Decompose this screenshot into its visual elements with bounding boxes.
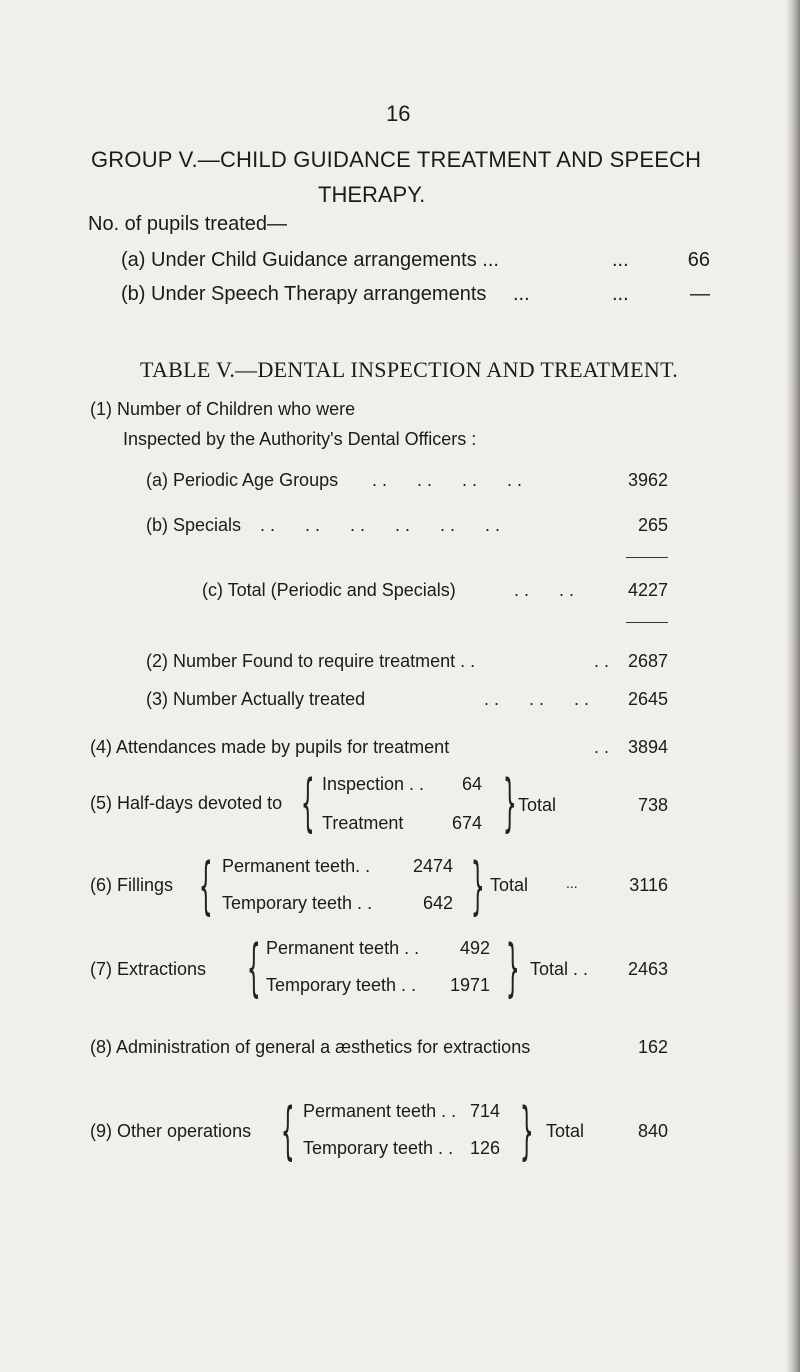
item6-label: (6) Fillings — [90, 875, 174, 895]
subtotal-rule-bottom — [626, 622, 668, 623]
item9-sub2-label: Temporary teeth . . — [303, 1138, 454, 1158]
item4-dots: . . — [594, 737, 610, 757]
item3-value: 2645 — [627, 689, 668, 709]
group-v-b-dots2: ... — [612, 283, 629, 305]
item9-sub1-value: 714 — [469, 1101, 500, 1121]
page-edge-shadow — [786, 0, 800, 1372]
group-v-title-line2: THERAPY. — [318, 182, 426, 207]
item5-total-label: Total — [518, 795, 557, 815]
item9-sub2-value: 126 — [469, 1138, 500, 1158]
item9-total-label: Total — [546, 1121, 585, 1141]
item3-dots: . . . . . . — [484, 689, 590, 709]
item5-sub2-value: 674 — [451, 813, 482, 833]
item6-sub2-value: 642 — [422, 893, 453, 913]
group-v-a-value: 66 — [687, 249, 710, 271]
item7-sub2-value: 1971 — [449, 975, 490, 995]
item5-sub1-label: Inspection . . — [322, 774, 425, 794]
item7-sub1-value: 492 — [459, 938, 490, 958]
group-v-title-line1: GROUP V.—CHILD GUIDANCE TREATMENT AND SPEECH — [91, 147, 702, 172]
item6-sub1-value: 2474 — [412, 856, 453, 876]
item1b-label: (b) Specials — [146, 515, 242, 535]
item6-left-brace: { — [198, 849, 213, 922]
item8-label: (8) Administration of general a æsthetics for extractions — [90, 1037, 531, 1057]
item6-sub2-label: Temporary teeth . . — [222, 893, 373, 913]
item5-label: (5) Half-days devoted to — [90, 793, 283, 813]
item4-value: 3894 — [627, 737, 668, 757]
item3-label: (3) Number Actually treated — [146, 689, 366, 709]
subtotal-rule-top — [626, 557, 668, 558]
item8-value: 162 — [637, 1037, 668, 1057]
item4-label: (4) Attendances made by pupils for treatment — [90, 737, 450, 757]
item5-total-value: 738 — [637, 795, 668, 815]
item7-label: (7) Extractions — [90, 959, 207, 979]
item1a-dots: . . . . . . . . — [372, 470, 523, 490]
item1a-label: (a) Periodic Age Groups — [146, 470, 339, 490]
item7-total-value: 2463 — [627, 959, 668, 979]
page-number: 16 — [386, 101, 411, 126]
item7-sub2-label: Temporary teeth . . — [266, 975, 417, 995]
item1-line2: Inspected by the Authority's Dental Officers : — [123, 429, 477, 449]
item7-left-brace: { — [246, 931, 261, 1004]
group-v-b-value: — — [690, 283, 710, 305]
group-v-b-label: (b) Under Speech Therapy arrangements — [121, 283, 487, 305]
item1c-value: 4227 — [627, 580, 668, 600]
group-v-intro: No. of pupils treated— — [88, 213, 287, 235]
item9-sub1-label: Permanent teeth . . — [303, 1101, 457, 1121]
item5-left-brace: { — [300, 766, 315, 839]
item6-total-value: 3116 — [629, 875, 668, 895]
item5-right-brace: } — [502, 766, 517, 839]
item1b-dots: . . . . . . . . . . . . — [260, 515, 501, 535]
item6-total-dots: ... — [566, 875, 578, 891]
item1b-value: 265 — [637, 515, 668, 535]
item7-sub1-label: Permanent teeth . . — [266, 938, 420, 958]
item2-dots: . . — [594, 651, 610, 671]
item9-left-brace: { — [280, 1094, 295, 1167]
item5-sub2-label: Treatment — [322, 813, 404, 833]
item6-right-brace: } — [470, 849, 485, 922]
group-v-a-dots: ... — [612, 249, 629, 271]
item9-total-value: 840 — [637, 1121, 668, 1141]
item7-total-label: Total . . — [530, 959, 589, 979]
item2-label: (2) Number Found to require treatment . . — [146, 651, 476, 671]
item2-value: 2687 — [627, 651, 668, 671]
item6-total-label: Total — [490, 875, 529, 895]
group-v-a-label: (a) Under Child Guidance arrangements ... — [121, 249, 499, 271]
item5-sub1-value: 64 — [461, 774, 482, 794]
item9-label: (9) Other operations — [90, 1121, 252, 1141]
item1c-dots: . . . . — [514, 580, 575, 600]
group-v-b-dots1: ... — [513, 283, 530, 305]
item9-right-brace: } — [519, 1094, 534, 1167]
item6-sub1-label: Permanent teeth. . — [222, 856, 371, 876]
item1-line1: (1) Number of Children who were — [90, 399, 356, 419]
table-v-title: TABLE V.—DENTAL INSPECTION AND TREATMENT. — [140, 357, 678, 382]
item7-right-brace: } — [505, 931, 520, 1004]
item1a-value: 3962 — [627, 470, 668, 490]
item1c-label: (c) Total (Periodic and Specials) — [202, 580, 456, 600]
